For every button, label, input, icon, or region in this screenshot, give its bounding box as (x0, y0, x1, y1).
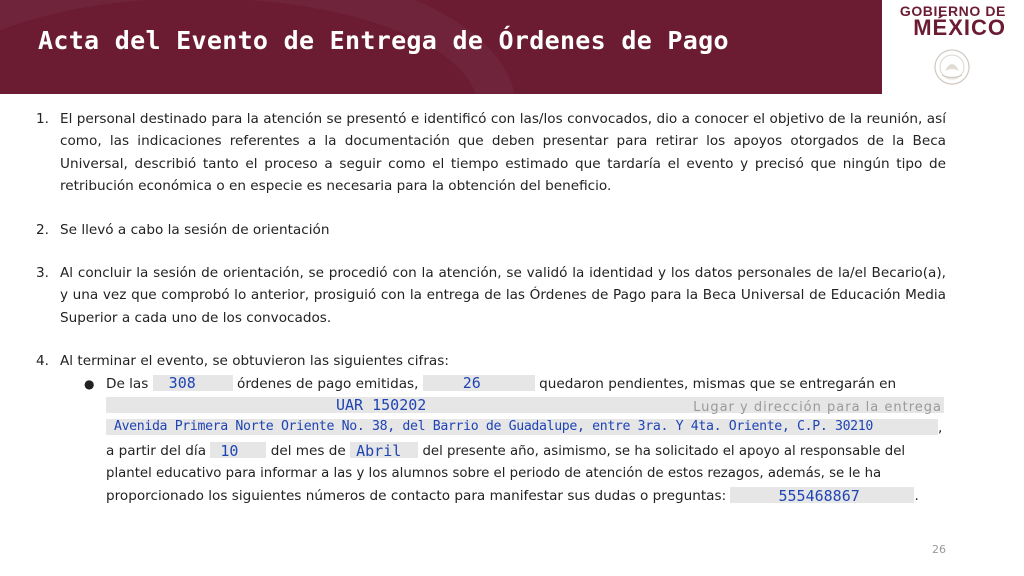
pendientes-field[interactable] (423, 375, 535, 391)
list-item-3 (36, 262, 946, 329)
bullet-line-5 (106, 462, 946, 484)
bullet-line-4 (106, 440, 946, 462)
coat-of-arms-icon (932, 47, 972, 87)
text-comma: , (938, 420, 943, 437)
text-a-partir: a partir del día (106, 442, 207, 459)
direccion-field[interactable] (106, 419, 938, 435)
title-banner (0, 0, 882, 94)
text-proporcionado: proporcionado los siguientes números de contacto para manifestar sus dudas o preguntas: (106, 487, 727, 504)
text-ordenes-emitidas: órdenes de pago emitidas, (237, 375, 419, 392)
text-plantel: plantel educativo para informar a las y los alumnos sobre el periodo de atención de estos rezagos, además, se le ha (106, 466, 882, 482)
text-del-mes: del mes de (270, 442, 346, 459)
item-text: Al concluir la sesión de orientación, se procedió con la atención, se validó la identidad y los datos personales de la/el Becario(a), y una vez que comprobó lo anterior, prosiguió con la entrega de las Órdenes de Pago para la Beca Universal de Educación Media Superior a cada uno de los convocados. (60, 265, 946, 326)
bullet-line-3 (106, 417, 946, 439)
item-number: 1. (36, 111, 49, 127)
list-item-2 (36, 219, 946, 241)
item-text: Al terminar el evento, se obtuvieron las siguientes cifras: (60, 353, 449, 370)
dia-field[interactable] (210, 442, 266, 458)
bullet-line-2 (106, 395, 946, 417)
telefono-field[interactable] (730, 487, 914, 503)
item-number: 3. (36, 265, 49, 282)
mes-value: Abril (356, 441, 402, 460)
lugar-placeholder: Lugar y dirección para la entrega (693, 400, 942, 416)
item-number: 2. (36, 221, 49, 238)
list-item-4 (36, 350, 946, 372)
item-number: 4. (36, 353, 49, 370)
text-de-las: De las (106, 375, 149, 392)
list-item-1 (36, 108, 946, 198)
dia-value: 10 (220, 441, 239, 460)
bullet-line-6 (106, 485, 946, 507)
direccion-value: Avenida Primera Norte Oriente No. 38, del Barrio de Guadalupe, entre 3ra. Y 4ta. Oriente, C.P. 30210 (114, 419, 873, 435)
text-quedaron: quedaron pendientes, mismas que se entregarán en (539, 375, 897, 392)
bullet-line-1 (106, 373, 946, 395)
logo-line-2: MÉXICO (913, 15, 1006, 40)
bullet-icon: ● (84, 376, 95, 391)
page-number: 26 (932, 543, 946, 556)
figures-bullet (36, 373, 946, 507)
lugar-field[interactable] (106, 396, 944, 416)
item-text: Se llevó a cabo la sesión de orientación (60, 221, 330, 238)
item-text: El personal destinado para la atención se presentó e identificó con las/los convocados, dio a conocer el objetivo de la reunión, así como, las indicaciones referentes a la documentación que deben presentar para retirar los apoyos otorgados de la Beca Universal, describió tanto el proceso a seguir como el tiempo estimado que tardaría el evento y precisó que ningún tipo de retribución económica o en especie es necesaria para la obtención del beneficio. (60, 111, 946, 195)
emitidas-field[interactable] (153, 375, 233, 391)
emitidas-value: 308 (168, 373, 196, 392)
text-period: . (914, 487, 919, 504)
mes-field[interactable] (350, 442, 418, 458)
gobierno-logo (882, 0, 1024, 94)
document-body (36, 108, 946, 507)
uar-value: UAR 150202 (336, 396, 427, 415)
text-resto: del presente año, asimismo, se ha solicitado el apoyo al responsable del (422, 443, 906, 459)
logo-line-1: GOBIERNO DE (899, 3, 1006, 19)
pendientes-value: 26 (462, 373, 481, 392)
telefono-value: 555468867 (778, 486, 860, 505)
page-title: Acta del Evento de Entrega de Órdenes de Pago (38, 26, 729, 55)
